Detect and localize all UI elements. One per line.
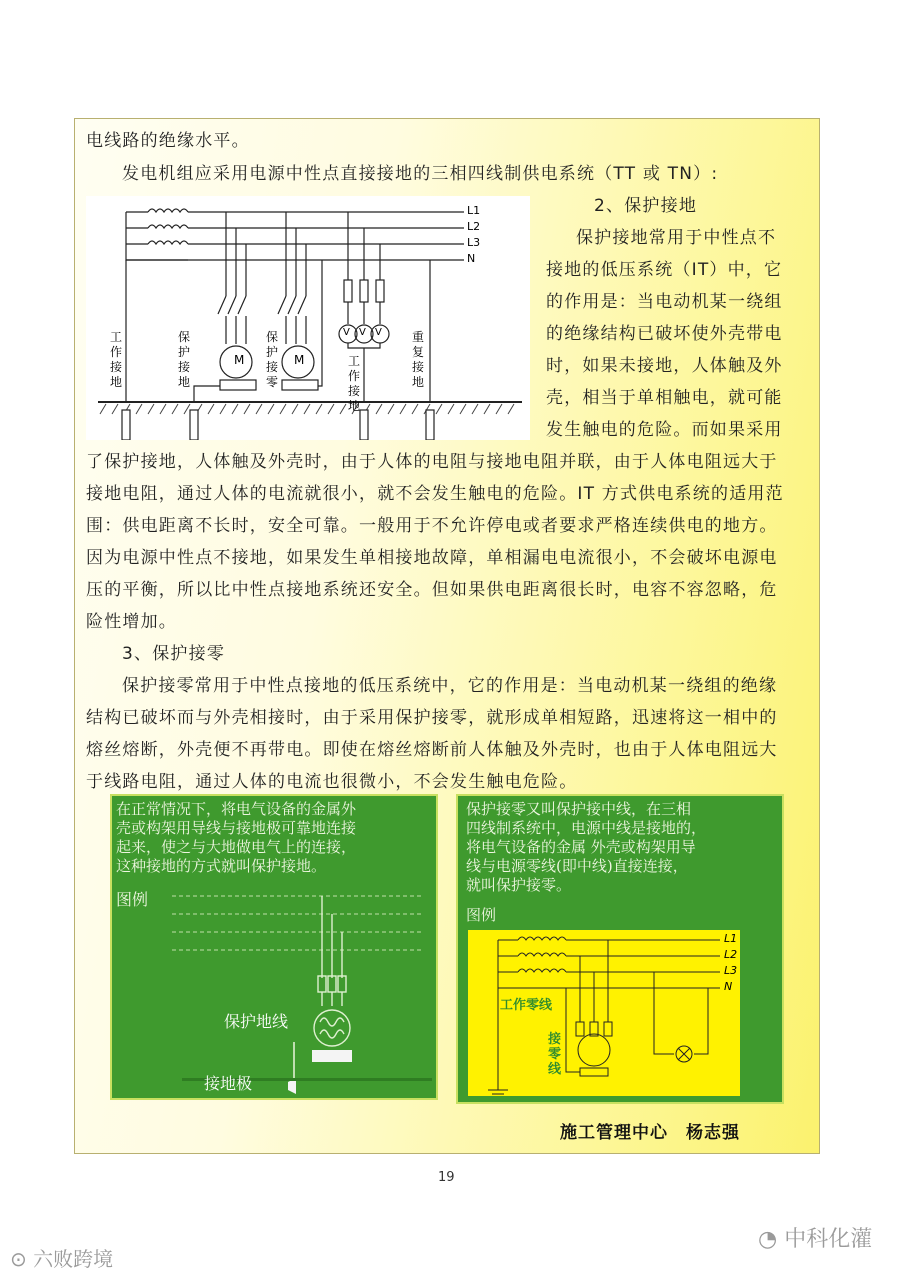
label-protect-zero: 保护接零	[266, 330, 279, 389]
card-right-yellow-panel	[468, 930, 740, 1096]
text-line: 熔丝熔断，外壳便不再带电。即使在熔丝熔断前人体触及外壳时，也由于人体电阻远大	[86, 740, 778, 760]
coil-2	[148, 225, 188, 228]
label-ground-electrode: 接地极	[204, 1074, 253, 1093]
lamp-1-label: V	[343, 327, 350, 338]
text-line: 因为电源中性点不接地，如果发生单相接地故障，单相漏电电流很小，不会破坏电源电	[86, 548, 778, 568]
card-left-text-line: 起来，使之与大地做电气上的连接，	[116, 838, 357, 856]
card-right-text-line: 保护接零又叫保护接中线，在三相	[466, 800, 692, 818]
label-repeat-ground: 重复接地	[412, 330, 425, 389]
section-heading-protective-zeroing: 3、保护接零	[122, 644, 226, 664]
label-zero-wire: 接零线	[548, 1032, 562, 1077]
diagram-svg	[86, 196, 530, 440]
text-line: 围：供电距离不长时，安全可靠。一般用于不允许停电或者要求严格连续供电的地方。	[86, 516, 778, 536]
text-line: 的绝缘结构已破坏使外壳带电	[546, 324, 783, 344]
wechat-icon: ◔	[758, 1227, 785, 1252]
card-right-text-line: 将电气设备的金属 外壳或构架用导	[466, 838, 696, 856]
text-line: 电线路的绝缘水平。	[86, 131, 250, 151]
card-right-text-line: 四线制系统中，电源中线是接地的，	[466, 819, 707, 837]
text-line: 发生触电的危险。而如果采用	[546, 420, 783, 440]
card-right-legend: 图例	[466, 906, 497, 924]
text-line: 接地的低压系统（IT）中，它	[546, 260, 783, 280]
label-work-ground-2: 工作接地	[348, 354, 361, 413]
card-right-text-line: 线与电源零线(即中线)直接连接，	[466, 857, 688, 875]
text-line: 接地电阻，通过人体的电流就很小，就不会发生触电的危险。IT 方式供电系统的适用范	[86, 484, 784, 504]
card-right-text-line: 就叫保护接零。	[466, 876, 572, 894]
card-right-diagram	[468, 930, 740, 1096]
text-line: 的作用是：当电动机某一绕组	[546, 292, 783, 312]
label-N: N	[467, 252, 476, 265]
lamp-2-label: V	[359, 327, 366, 338]
card-left-text-line: 这种接地的方式就叫保护接地。	[116, 857, 327, 875]
text-line: 壳，相当于单相触电，就可能	[546, 388, 783, 408]
coil-3	[148, 241, 188, 244]
watermark-left: ⊙ 六败跨境	[10, 1247, 114, 1271]
label-protective-wire: 保护地线	[224, 1012, 289, 1031]
label-L2: L2	[724, 948, 738, 961]
watermark-right: ◔ 中科化灌	[758, 1227, 873, 1252]
motor-2-label: M	[294, 353, 305, 367]
label-N: N	[724, 980, 733, 993]
section-heading-protective-grounding: 2、保护接地	[594, 196, 698, 216]
card-left-text-line: 壳或构架用导线与接地极可靠地连接	[116, 819, 357, 837]
label-L3: L3	[467, 236, 481, 249]
grounding-wiring-diagram	[86, 196, 530, 440]
text-line: 发电机组应采用电源中性点直接接地的三相四线制供电系统（TT 或 TN）:	[122, 164, 719, 184]
coil-1	[148, 209, 188, 212]
watermark-logo-icon: ⊙	[10, 1247, 34, 1271]
author-signature: 施工管理中心 杨志强	[560, 1123, 740, 1143]
label-L2: L2	[467, 220, 481, 233]
label-work-ground: 工作接地	[110, 330, 123, 389]
text-line: 于线路电阻，通过人体的电流也很微小，不会发生触电危险。	[86, 772, 578, 792]
label-protect-ground: 保护接地	[178, 330, 191, 389]
card-protective-zeroing	[456, 794, 784, 1104]
page-number: 19	[438, 1170, 455, 1185]
text-line: 了保护接地，人体触及外壳时，由于人体的电阻与接地电阻并联，由于人体电阻远大于	[86, 452, 778, 472]
text-line: 保护接地常用于中性点不	[576, 228, 777, 248]
motor-1-label: M	[234, 353, 245, 367]
label-L3: L3	[724, 964, 738, 977]
text-line: 保护接零常用于中性点接地的低压系统中，它的作用是：当电动机某一绕组的绝缘	[122, 676, 778, 696]
card-left-text-line: 在正常情况下，将电气设备的金属外	[116, 800, 357, 818]
card-protective-grounding	[110, 794, 438, 1100]
card-left-legend: 图例	[116, 890, 149, 909]
text-line: 结构已破坏而与外壳相接时，由于采用保护接零，就形成单相短路，迅速将这一相中的	[86, 708, 778, 728]
label-L1: L1	[467, 204, 481, 217]
label-L1: L1	[724, 932, 738, 945]
label-neutral-wire: 工作零线	[500, 998, 553, 1013]
lamp-3-label: V	[375, 327, 382, 338]
text-line: 时，如果未接地，人体触及外	[546, 356, 783, 376]
text-line: 险性增加。	[86, 612, 177, 632]
card-left-diagram	[112, 796, 436, 1098]
text-line: 压的平衡，所以比中性点接地系统还安全。但如果供电距离很长时，电容不容忽略，危	[86, 580, 778, 600]
